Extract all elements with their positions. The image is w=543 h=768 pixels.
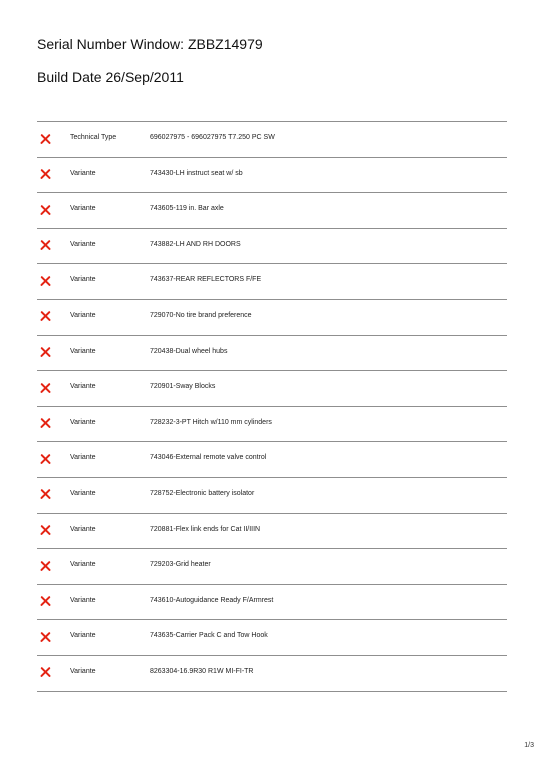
row-type: Variante [70, 383, 96, 391]
row-type: Variante [70, 667, 96, 675]
row-type: Variante [70, 311, 96, 319]
row-type: Variante [70, 489, 96, 497]
table-row [37, 300, 507, 336]
row-value: 743046-External remote valve control [150, 454, 267, 462]
table-row [37, 229, 507, 265]
row-value: 743610-Autoguidance Ready F/Armrest [150, 596, 274, 604]
x-mark-icon [40, 418, 51, 429]
x-mark-icon [40, 596, 51, 607]
page-number: 1/3 [524, 742, 534, 749]
x-mark-icon [40, 240, 51, 251]
row-value: 743605-119 in. Bar axle [150, 205, 224, 213]
table-row [37, 620, 507, 656]
row-value: 720901-Sway Blocks [150, 383, 216, 391]
build-date-title: Build Date 26/Sep/2011 [37, 69, 184, 85]
x-mark-icon [40, 560, 51, 571]
row-value: 743430-LH instruct seat w/ sb [150, 169, 243, 177]
row-value: 728752-Electronic battery isolator [150, 489, 255, 497]
row-type: Variante [70, 276, 96, 284]
x-mark-icon [40, 525, 51, 536]
row-type: Variante [70, 205, 96, 213]
table-row [37, 656, 507, 692]
table-row [37, 407, 507, 443]
table-row [37, 442, 507, 478]
variant-table [37, 121, 507, 692]
x-mark-icon [40, 169, 51, 180]
x-mark-icon [40, 204, 51, 215]
row-value: 743882-LH AND RH DOORS [150, 240, 241, 248]
row-type: Variante [70, 596, 96, 604]
row-type: Variante [70, 169, 96, 177]
row-value: 743637-REAR REFLECTORS F/FE [150, 276, 262, 284]
row-value: 720881-Flex link ends for Cat II/IIIN [150, 525, 261, 533]
table-row [37, 193, 507, 229]
x-mark-icon [40, 347, 51, 358]
row-value: 729070-No tire brand preference [150, 311, 252, 319]
table-row [37, 478, 507, 514]
table-row [37, 336, 507, 372]
row-type: Variante [70, 347, 96, 355]
row-type: Variante [70, 525, 96, 533]
row-type: Variante [70, 561, 96, 569]
row-type: Variante [70, 632, 96, 640]
row-type: Technical Type [70, 134, 117, 141]
table-row [37, 514, 507, 550]
row-type: Variante [70, 240, 96, 248]
x-mark-icon [40, 275, 51, 286]
x-mark-icon [40, 382, 51, 393]
table-row [37, 122, 507, 158]
table-row [37, 371, 507, 407]
row-value: 696027975 - 696027975 T7.250 PC SW [150, 134, 275, 141]
x-mark-icon [40, 311, 51, 322]
row-value: 720438-Dual wheel hubs [150, 347, 228, 355]
table-row [37, 158, 507, 194]
row-value: 8263304-16.9R30 R1W MI-FI-TR [150, 667, 254, 675]
serial-number-title: Serial Number Window: ZBBZ14979 [37, 36, 263, 52]
row-type: Variante [70, 418, 96, 426]
x-mark-icon [40, 631, 51, 642]
x-mark-icon [40, 453, 51, 464]
table-row [37, 585, 507, 621]
row-value: 729203-Grid heater [150, 561, 211, 569]
row-value: 743635-Carrier Pack C and Tow Hook [150, 632, 268, 640]
x-mark-icon [40, 133, 51, 144]
row-value: 728232-3-PT Hitch w/110 mm cylinders [150, 418, 272, 426]
table-row [37, 264, 507, 300]
table-row [37, 549, 507, 585]
row-type: Variante [70, 454, 96, 462]
x-mark-icon [40, 489, 51, 500]
x-mark-icon [40, 667, 51, 678]
